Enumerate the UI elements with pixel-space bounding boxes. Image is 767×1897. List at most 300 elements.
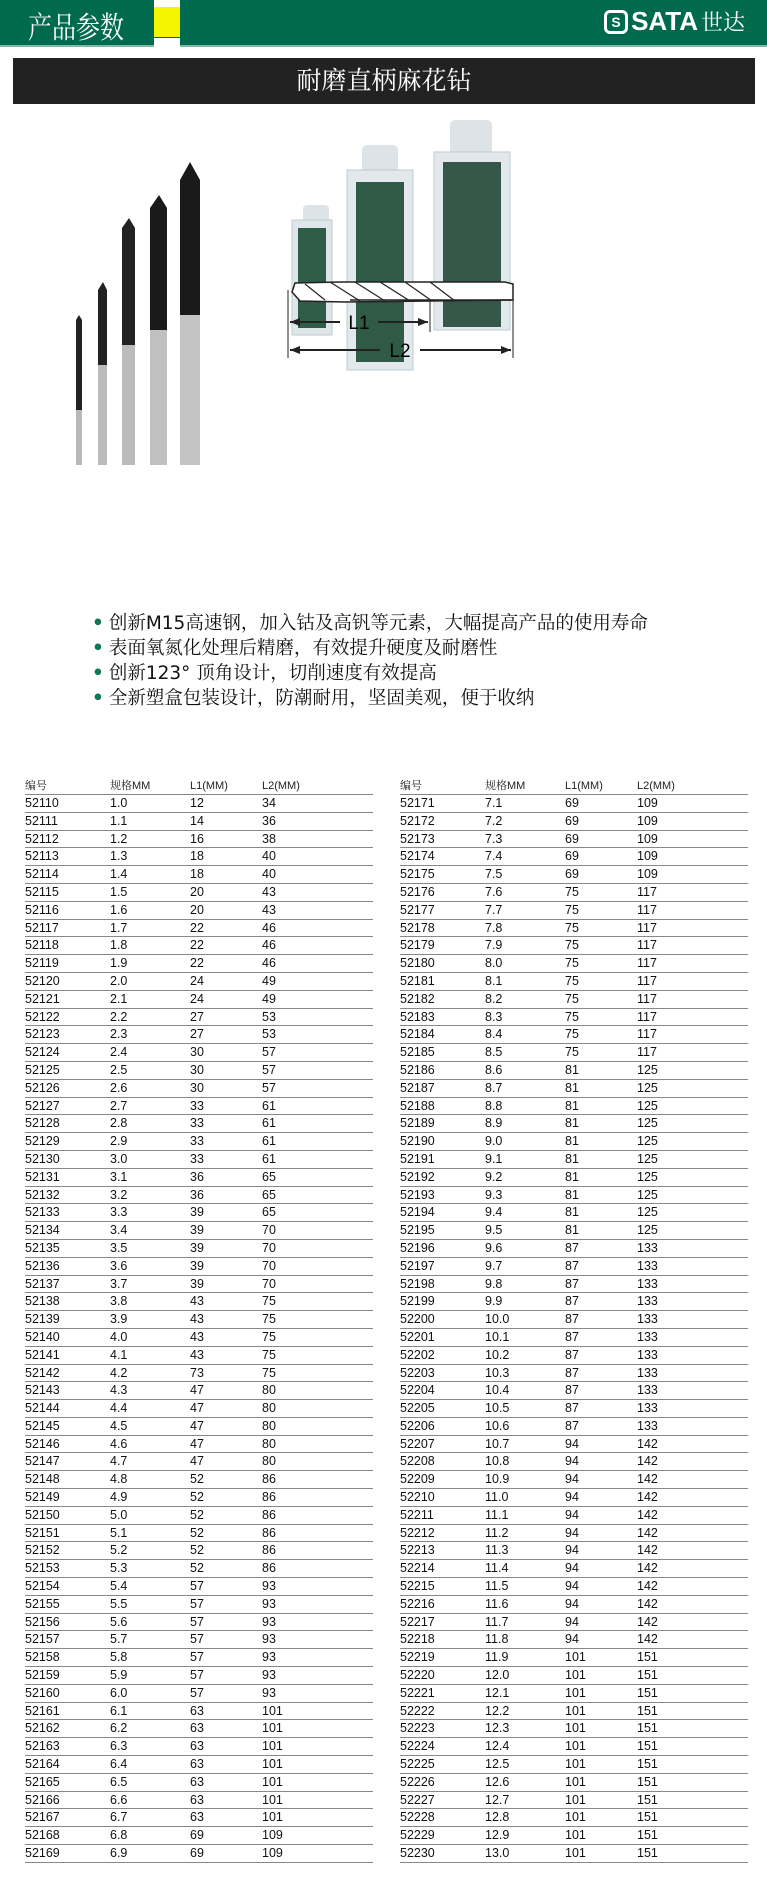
table-cell: 142 xyxy=(637,1561,658,1576)
table-row xyxy=(25,1204,373,1222)
table-cell: 87 xyxy=(565,1240,579,1255)
table-row xyxy=(400,1258,748,1276)
table-row xyxy=(25,973,373,991)
feature-item: • 创新123° 顶角设计，切削速度有效提高 xyxy=(92,663,437,684)
table-cell: 133 xyxy=(637,1276,658,1291)
table-cell: 101 xyxy=(262,1792,283,1807)
logo-hex-icon: S xyxy=(604,10,628,34)
table-row xyxy=(25,1827,373,1845)
table-cell: 57 xyxy=(190,1632,204,1647)
table-cell: 75 xyxy=(565,956,579,971)
table-cell: 9.1 xyxy=(485,1151,503,1166)
table-cell: 52140 xyxy=(25,1329,60,1344)
table-cell: 69 xyxy=(565,867,579,882)
table-cell: 87 xyxy=(565,1312,579,1327)
table-cell: 4.5 xyxy=(110,1418,128,1433)
table-cell: 43 xyxy=(190,1329,204,1344)
table-cell: 109 xyxy=(637,849,658,864)
table-row xyxy=(400,1649,748,1667)
l2-label: L2 xyxy=(389,341,411,362)
table-row xyxy=(25,902,373,920)
yellow-marker xyxy=(154,7,180,37)
table-cell: 6.8 xyxy=(110,1828,128,1843)
table-cell: 5.7 xyxy=(110,1632,128,1647)
table-row xyxy=(400,1560,748,1578)
table-row xyxy=(400,866,748,884)
table-cell: 9.8 xyxy=(485,1276,503,1291)
table-row xyxy=(400,1792,748,1810)
table-cell: 11.7 xyxy=(485,1614,509,1629)
table-cell: 101 xyxy=(262,1739,283,1754)
table-cell: 7.9 xyxy=(485,938,503,953)
table-cell: 52205 xyxy=(400,1401,435,1416)
table-row xyxy=(400,1098,748,1116)
table-cell: 117 xyxy=(637,884,657,899)
table-cell: 80 xyxy=(262,1454,276,1469)
table-row xyxy=(25,795,373,813)
table-row xyxy=(25,1774,373,1792)
table-cell: 57 xyxy=(190,1650,204,1665)
table-cell: 52210 xyxy=(400,1490,435,1505)
table-cell: 8.2 xyxy=(485,991,503,1006)
table-cell: 7.7 xyxy=(485,902,503,917)
table-row xyxy=(25,1276,373,1294)
table-cell: 69 xyxy=(565,796,579,810)
table-cell: 9.2 xyxy=(485,1169,503,1184)
table-cell: 52166 xyxy=(25,1792,60,1807)
table-cell: 36 xyxy=(190,1169,204,1184)
brand-name-cn: 世达 xyxy=(700,11,745,36)
table-cell: 2.5 xyxy=(110,1062,128,1077)
table-cell: 133 xyxy=(637,1240,658,1255)
table-cell: 10.1 xyxy=(485,1329,510,1344)
table-cell: 52137 xyxy=(25,1276,60,1291)
table-cell: 151 xyxy=(637,1810,658,1825)
table-cell: 142 xyxy=(637,1436,658,1451)
table-cell: 52123 xyxy=(25,1027,60,1042)
table-cell: 125 xyxy=(637,1134,658,1149)
product-image-drills xyxy=(0,110,767,490)
table-cell: 142 xyxy=(637,1614,658,1629)
table-cell: 33 xyxy=(190,1098,204,1113)
table-cell: 52148 xyxy=(25,1472,60,1487)
table-cell: 142 xyxy=(637,1525,658,1540)
table-row xyxy=(25,1400,373,1418)
table-cell: 8.3 xyxy=(485,1009,503,1024)
table-cell: 133 xyxy=(637,1383,658,1398)
table-cell: 52158 xyxy=(25,1650,60,1665)
table-cell: 11.6 xyxy=(485,1596,509,1611)
table-cell: 20 xyxy=(190,902,204,917)
table-cell: 5.2 xyxy=(110,1543,128,1558)
table-cell: 151 xyxy=(637,1792,658,1807)
table-cell: 109 xyxy=(637,796,658,810)
table-cell: 22 xyxy=(190,920,204,935)
table-cell: 1.9 xyxy=(110,956,128,971)
table-cell: 1.7 xyxy=(110,920,128,935)
table-cell: 8.5 xyxy=(485,1045,503,1060)
table-row xyxy=(400,1578,748,1596)
table-cell: 52159 xyxy=(25,1668,60,1683)
table-cell: 52174 xyxy=(400,849,435,864)
table-cell: 109 xyxy=(637,831,658,846)
table-row xyxy=(25,1133,373,1151)
table-cell: 52134 xyxy=(25,1223,60,1238)
table-cell: 52139 xyxy=(25,1312,60,1327)
table-cell: 52215 xyxy=(400,1579,435,1594)
table-cell: 142 xyxy=(637,1472,658,1487)
table-cell: 9.0 xyxy=(485,1134,503,1149)
table-cell: 52220 xyxy=(400,1668,435,1683)
table-cell: 101 xyxy=(565,1828,586,1843)
table-cell: 10.3 xyxy=(485,1365,510,1380)
table-cell: 75 xyxy=(262,1365,276,1380)
table-cell: 125 xyxy=(637,1205,658,1220)
table-row xyxy=(25,1471,373,1489)
table-cell: 52122 xyxy=(25,1009,60,1024)
table-cell: 151 xyxy=(637,1650,658,1665)
table-cell: 151 xyxy=(637,1668,658,1683)
table-cell: 4.1 xyxy=(110,1347,128,1362)
table-cell: 52193 xyxy=(400,1187,435,1202)
table-cell: 4.3 xyxy=(110,1383,128,1398)
table-cell: 7.8 xyxy=(485,920,503,935)
table-cell: 81 xyxy=(565,1223,579,1238)
table-row xyxy=(25,1720,373,1738)
table-cell: 52179 xyxy=(400,938,435,953)
table-cell: 151 xyxy=(637,1703,658,1718)
table-cell: 3.6 xyxy=(110,1258,128,1273)
table-cell: 75 xyxy=(262,1347,276,1362)
feature-item: • 表面氧氮化处理后精磨，有效提升硬度及耐磨性 xyxy=(92,638,498,659)
table-row xyxy=(400,1525,748,1543)
table-row xyxy=(400,1418,748,1436)
table-row xyxy=(400,1614,748,1632)
table-row xyxy=(400,831,748,849)
spec-table-left xyxy=(25,778,373,1863)
table-cell: 52188 xyxy=(400,1098,435,1113)
table-row xyxy=(25,1703,373,1721)
table-row xyxy=(25,1792,373,1810)
table-cell: 86 xyxy=(262,1543,276,1558)
table-row xyxy=(25,1436,373,1454)
table-row xyxy=(400,1044,748,1062)
table-row xyxy=(400,1240,748,1258)
table-cell: L2(MM) xyxy=(637,780,675,792)
table-cell: 52157 xyxy=(25,1632,60,1647)
table-cell: 52189 xyxy=(400,1116,435,1131)
table-cell: 52146 xyxy=(25,1436,60,1451)
table-row xyxy=(400,1347,748,1365)
table-cell: 117 xyxy=(637,920,657,935)
table-cell: 52145 xyxy=(25,1418,60,1433)
table-row xyxy=(400,973,748,991)
table-row xyxy=(25,1311,373,1329)
table-cell: 4.7 xyxy=(110,1454,128,1469)
table-cell: 24 xyxy=(190,973,204,988)
table-cell: 52168 xyxy=(25,1828,60,1843)
table-cell: 39 xyxy=(190,1276,204,1291)
table-cell: 93 xyxy=(262,1632,276,1647)
table-cell: 52208 xyxy=(400,1454,435,1469)
table-cell: 52182 xyxy=(400,991,435,1006)
table-row xyxy=(25,1578,373,1596)
table-cell: 52169 xyxy=(25,1846,60,1861)
table-cell: 11.1 xyxy=(485,1507,509,1522)
table-cell: 87 xyxy=(565,1418,579,1433)
table-cell: 52171 xyxy=(400,796,435,810)
table-cell: 编号 xyxy=(25,780,47,792)
table-cell: 63 xyxy=(190,1739,204,1754)
table-cell: 52129 xyxy=(25,1134,60,1149)
table-cell: 24 xyxy=(190,991,204,1006)
table-cell: 87 xyxy=(565,1347,579,1362)
table-row xyxy=(25,1382,373,1400)
table-cell: 52124 xyxy=(25,1045,60,1060)
table-cell: 52127 xyxy=(25,1098,60,1113)
table-cell: 75 xyxy=(565,884,579,899)
table-cell: 52191 xyxy=(400,1151,435,1166)
table-cell: 73 xyxy=(190,1365,204,1380)
table-cell: 43 xyxy=(190,1294,204,1309)
table-row xyxy=(25,1347,373,1365)
table-cell: 101 xyxy=(565,1846,586,1861)
table-row xyxy=(25,1098,373,1116)
table-cell: 52199 xyxy=(400,1294,435,1309)
table-cell: 117 xyxy=(637,1045,657,1060)
table-cell: 52154 xyxy=(25,1579,60,1594)
table-cell: 5.0 xyxy=(110,1507,128,1522)
table-cell: 117 xyxy=(637,938,657,953)
table-row xyxy=(25,1080,373,1098)
table-row xyxy=(25,1560,373,1578)
table-cell: 57 xyxy=(190,1596,204,1611)
table-cell: 57 xyxy=(190,1579,204,1594)
table-cell: 70 xyxy=(262,1240,276,1255)
table-cell: 6.2 xyxy=(110,1721,128,1736)
table-row xyxy=(400,1311,748,1329)
table-cell: 101 xyxy=(565,1703,586,1718)
table-cell: 142 xyxy=(637,1579,658,1594)
drill-bits xyxy=(76,162,200,465)
table-cell: 101 xyxy=(262,1721,283,1736)
table-cell: 133 xyxy=(637,1258,658,1273)
table-cell: 52125 xyxy=(25,1062,60,1077)
table-row xyxy=(400,902,748,920)
table-cell: 61 xyxy=(262,1098,276,1113)
feature-item: • 全新塑盒包装设计，防潮耐用，坚固美观，便于收纳 xyxy=(92,688,535,709)
table-cell: 52153 xyxy=(25,1561,60,1576)
table-cell: 101 xyxy=(565,1774,586,1789)
table-cell: 86 xyxy=(262,1561,276,1576)
table-cell: 52218 xyxy=(400,1632,435,1647)
table-cell: 40 xyxy=(262,867,276,882)
table-cell: 57 xyxy=(190,1685,204,1700)
table-cell: 18 xyxy=(190,849,204,864)
table-cell: 94 xyxy=(565,1543,579,1558)
table-row xyxy=(400,1187,748,1205)
table-cell: 81 xyxy=(565,1080,579,1095)
table-cell: 52177 xyxy=(400,902,435,917)
notch-decoration xyxy=(154,0,180,7)
table-cell: 109 xyxy=(262,1828,283,1843)
table-cell: 52152 xyxy=(25,1543,60,1558)
table-row xyxy=(25,1453,373,1471)
table-row xyxy=(25,1240,373,1258)
table-cell: 16 xyxy=(190,831,204,846)
table-cell: 81 xyxy=(565,1116,579,1131)
table-row xyxy=(400,1169,748,1187)
table-cell: 109 xyxy=(262,1846,283,1861)
table-row xyxy=(25,1596,373,1614)
table-cell: 151 xyxy=(637,1685,658,1700)
feature-list xyxy=(92,611,648,711)
table-cell: 81 xyxy=(565,1062,579,1077)
table-cell: 8.8 xyxy=(485,1098,503,1113)
table-cell: 47 xyxy=(190,1436,204,1451)
table-cell: 52162 xyxy=(25,1721,60,1736)
table-row xyxy=(400,920,748,938)
table-row xyxy=(25,1169,373,1187)
table-cell: 133 xyxy=(637,1365,658,1380)
table-cell: 38 xyxy=(262,831,276,846)
table-cell: 30 xyxy=(190,1080,204,1095)
table-cell: 43 xyxy=(262,902,276,917)
table-cell: 52175 xyxy=(400,867,435,882)
table-cell: 101 xyxy=(262,1757,283,1772)
table-cell: 57 xyxy=(262,1062,276,1077)
table-cell: 81 xyxy=(565,1187,579,1202)
l1-label: L1 xyxy=(348,313,370,334)
table-cell: 47 xyxy=(190,1401,204,1416)
table-cell: 3.3 xyxy=(110,1205,128,1220)
table-cell: 2.3 xyxy=(110,1027,128,1042)
table-cell: 8.4 xyxy=(485,1027,503,1042)
table-cell: 9.9 xyxy=(485,1294,503,1309)
table-row xyxy=(400,1222,748,1240)
table-cell: 52132 xyxy=(25,1187,60,1202)
table-cell: 1.5 xyxy=(110,884,128,899)
table-row xyxy=(25,1062,373,1080)
table-cell: 30 xyxy=(190,1062,204,1077)
table-cell: 87 xyxy=(565,1383,579,1398)
table-row xyxy=(25,813,373,831)
table-cell: 142 xyxy=(637,1490,658,1505)
table-row xyxy=(25,1489,373,1507)
table-cell: 52180 xyxy=(400,956,435,971)
table-cell: 70 xyxy=(262,1223,276,1238)
table-cell: 52227 xyxy=(400,1792,435,1807)
table-cell: 52209 xyxy=(400,1472,435,1487)
table-cell: 4.6 xyxy=(110,1436,128,1451)
table-cell: 133 xyxy=(637,1418,658,1433)
table-cell: 75 xyxy=(565,938,579,953)
table-cell: 8.6 xyxy=(485,1062,503,1077)
table-cell: 75 xyxy=(565,1027,579,1042)
table-cell: 52178 xyxy=(400,920,435,935)
table-cell: 125 xyxy=(637,1223,658,1238)
table-cell: 52163 xyxy=(25,1739,60,1754)
table-cell: 81 xyxy=(565,1169,579,1184)
table-cell: 10.9 xyxy=(485,1472,510,1487)
table-header-row xyxy=(25,778,373,795)
table-cell: 12.1 xyxy=(485,1685,510,1700)
table-cell: 52223 xyxy=(400,1721,435,1736)
table-cell: 52117 xyxy=(25,920,59,935)
table-cell: 9.6 xyxy=(485,1240,503,1255)
table-cell: 52164 xyxy=(25,1757,60,1772)
table-cell: 63 xyxy=(190,1792,204,1807)
table-row xyxy=(400,1809,748,1827)
table-cell: 61 xyxy=(262,1116,276,1131)
table-row xyxy=(400,1845,748,1863)
table-cell: 101 xyxy=(565,1810,586,1825)
table-cell: 94 xyxy=(565,1454,579,1469)
table-cell: 7.6 xyxy=(485,884,503,899)
table-cell: 49 xyxy=(262,973,276,988)
table-row xyxy=(25,1026,373,1044)
table-cell: 80 xyxy=(262,1436,276,1451)
table-cell: 2.0 xyxy=(110,973,128,988)
table-cell: 2.4 xyxy=(110,1045,128,1060)
table-cell: 52181 xyxy=(400,973,435,988)
table-cell: 20 xyxy=(190,884,204,899)
table-row xyxy=(25,1685,373,1703)
table-cell: 52116 xyxy=(25,902,59,917)
table-cell: 52165 xyxy=(25,1774,60,1789)
table-cell: 43 xyxy=(190,1312,204,1327)
table-cell: 52226 xyxy=(400,1774,435,1789)
table-cell: 81 xyxy=(565,1205,579,1220)
table-cell: 9.7 xyxy=(485,1258,503,1273)
table-cell: 6.4 xyxy=(110,1757,128,1772)
table-cell: 142 xyxy=(637,1596,658,1611)
table-cell: 52126 xyxy=(25,1080,60,1095)
table-cell: 11.0 xyxy=(485,1490,509,1505)
table-cell: 75 xyxy=(262,1312,276,1327)
table-cell: 75 xyxy=(262,1329,276,1344)
table-cell: 94 xyxy=(565,1525,579,1540)
table-cell: 6.1 xyxy=(110,1703,128,1718)
table-cell: 101 xyxy=(565,1757,586,1772)
table-cell: 40 xyxy=(262,849,276,864)
table-cell: 101 xyxy=(262,1774,283,1789)
table-cell: 39 xyxy=(190,1205,204,1220)
table-cell: 22 xyxy=(190,956,204,971)
table-cell: 5.9 xyxy=(110,1668,128,1683)
table-cell: 52211 xyxy=(400,1507,434,1522)
table-cell: 75 xyxy=(565,1009,579,1024)
table-cell: 12.6 xyxy=(485,1774,510,1789)
table-cell: 49 xyxy=(262,991,276,1006)
table-cell: 70 xyxy=(262,1276,276,1291)
table-cell: 3.2 xyxy=(110,1187,128,1202)
table-cell: 117 xyxy=(637,902,657,917)
table-cell: 52176 xyxy=(400,884,435,899)
table-row xyxy=(400,955,748,973)
table-cell: 52141 xyxy=(25,1347,60,1362)
table-cell: 65 xyxy=(262,1169,276,1184)
table-cell: 5.4 xyxy=(110,1579,128,1594)
table-row xyxy=(25,920,373,938)
table-row xyxy=(400,1631,748,1649)
table-cell: 80 xyxy=(262,1418,276,1433)
table-cell: 52221 xyxy=(400,1685,435,1700)
table-cell: 52155 xyxy=(25,1596,60,1611)
table-cell: 52204 xyxy=(400,1383,435,1398)
table-cell: 109 xyxy=(637,867,658,882)
table-cell: 52156 xyxy=(25,1614,60,1629)
